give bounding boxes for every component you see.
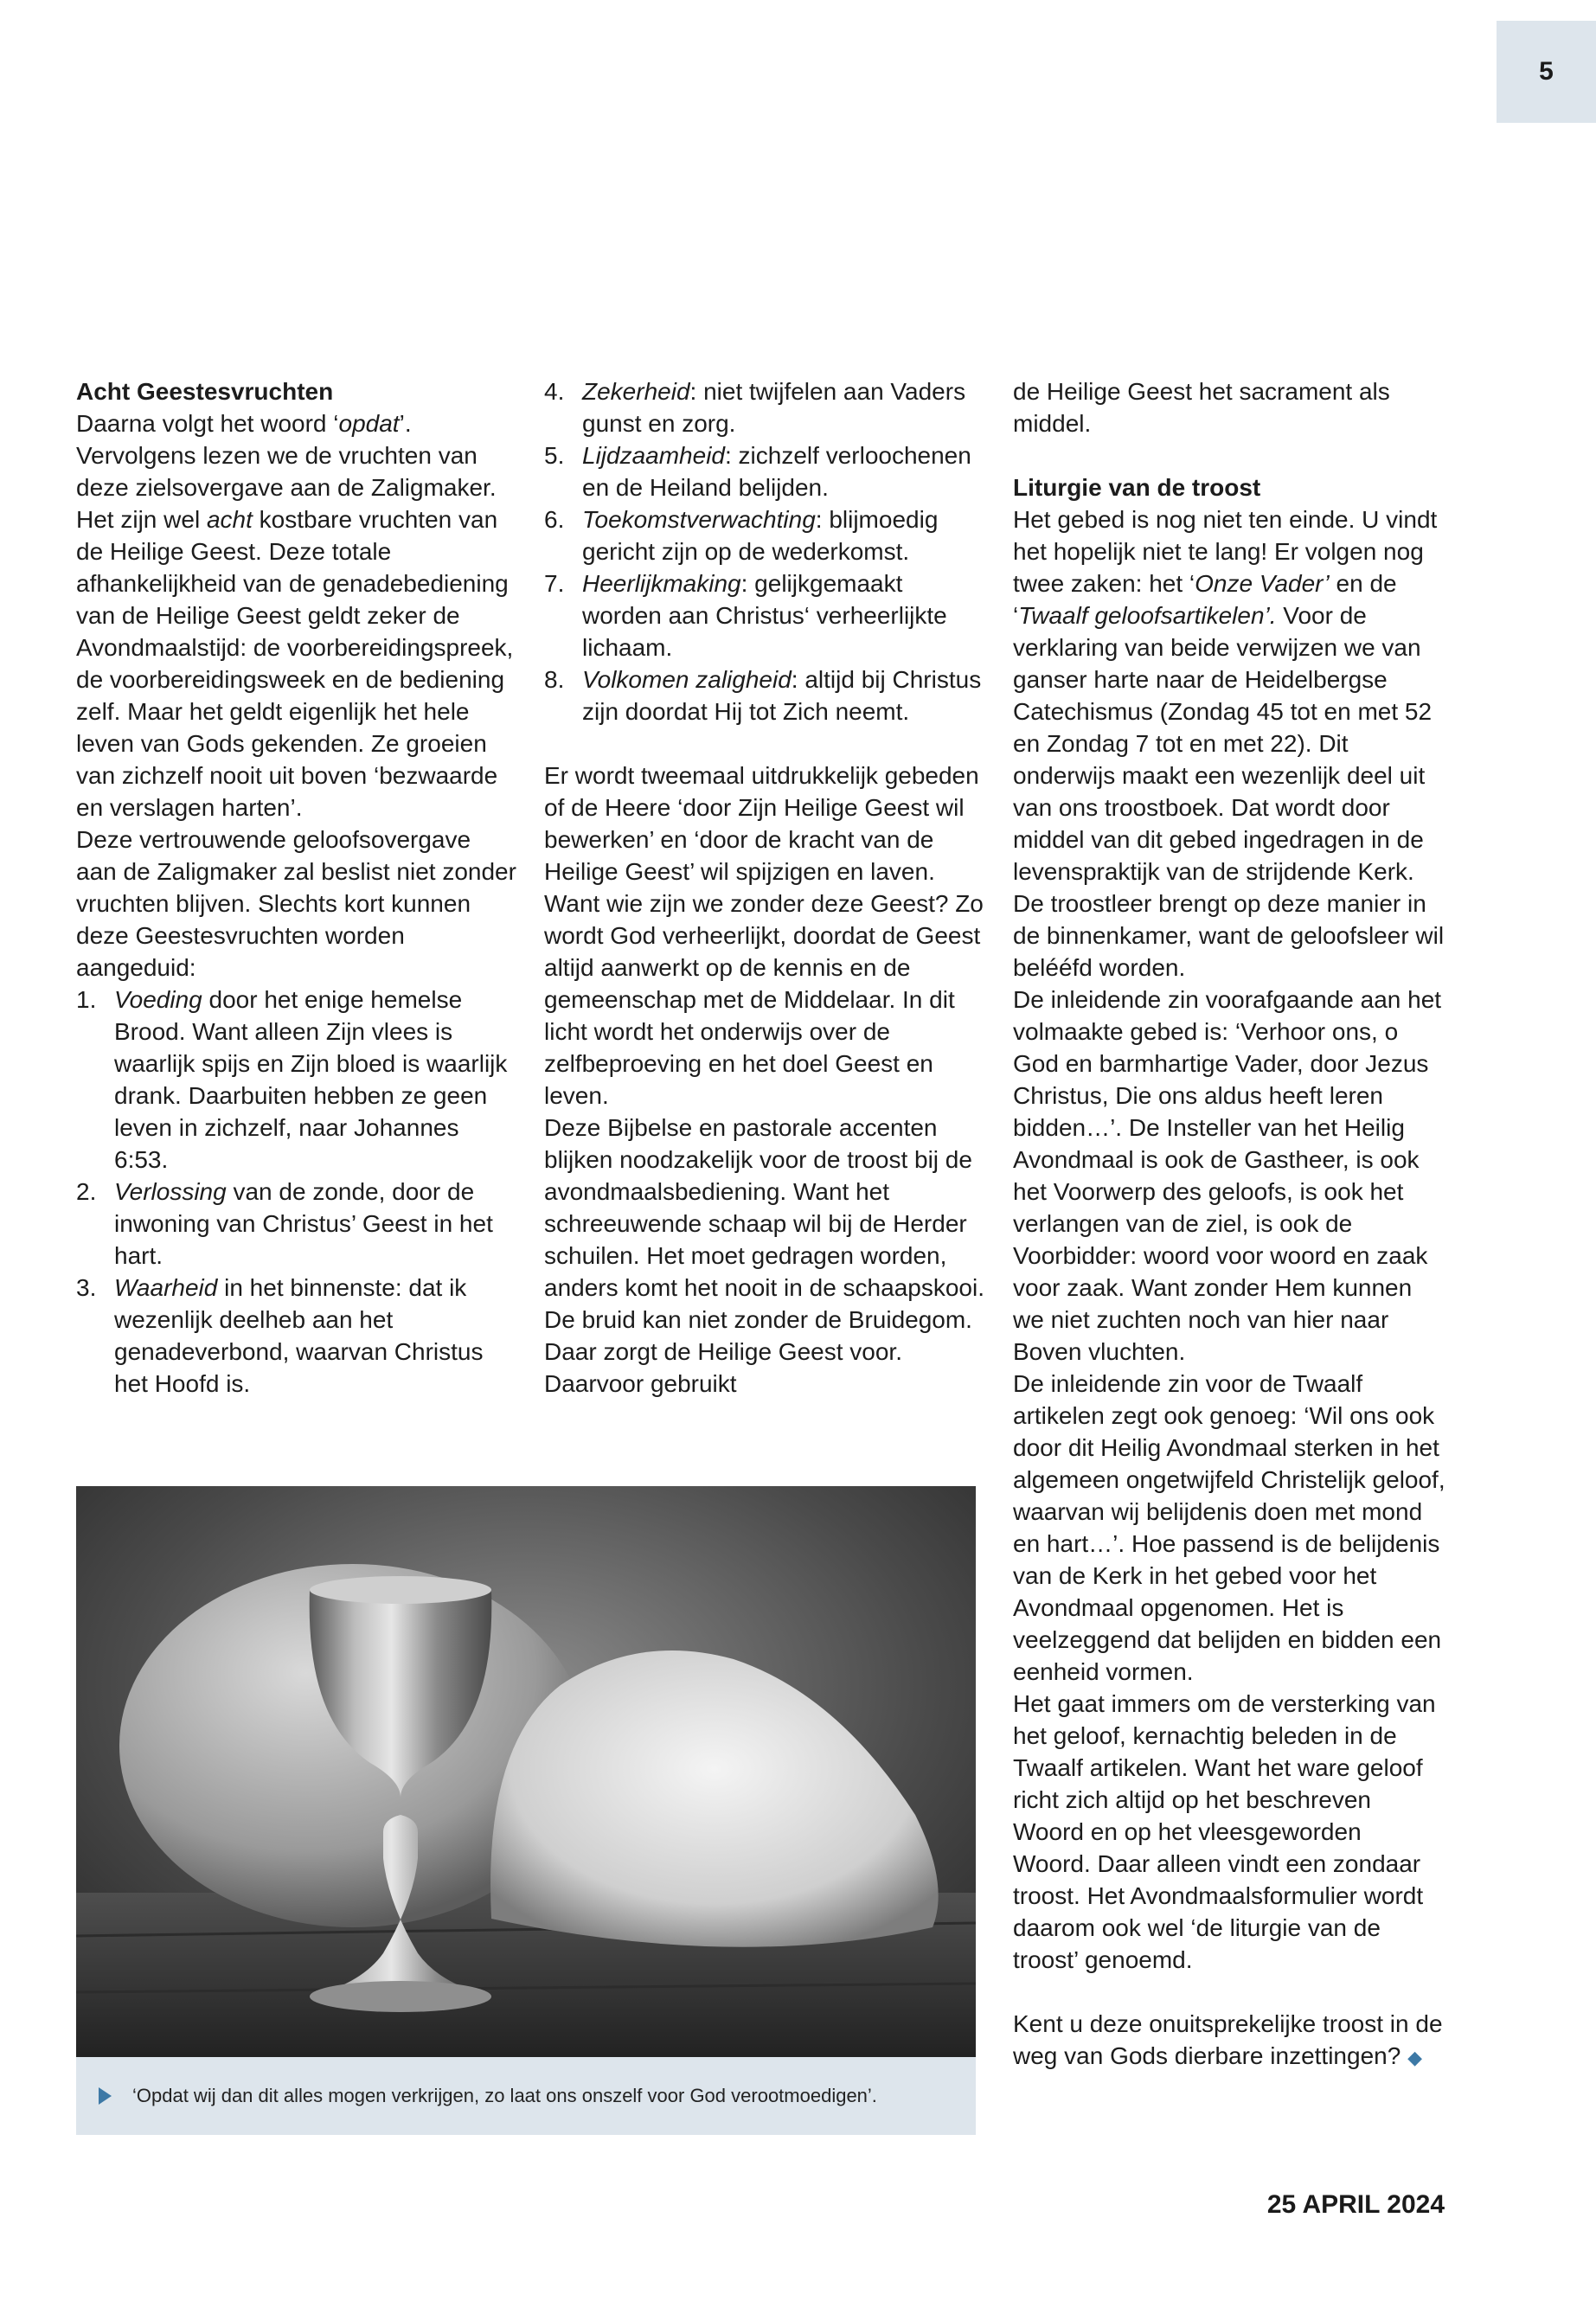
caption-text: ‘Opdat wij dan dit alles mogen verkrijgen, zo laat ons onszelf voor God verootmoedigen’. — [132, 2085, 877, 2106]
list-item: 1. Voeding door het enige hemelse Brood. Want alleen Zijn vlees is waarlijk spijs en Zijn bloed is waarlijk drank. Daarbuiten hebben ze geen leven in zichzelf, naar Johannes 6:53. — [76, 986, 508, 1173]
paragraph-geloofsovergave: Deze vertrouwende geloofsovergave aan de Zaligmaker zal beslist niet zonder vruchten blijven. Slechts kort kunnen deze Geestesvruchten worden aangeduid: — [76, 826, 516, 981]
paragraph-versterking: Het gaat immers om de versterking van het geloof, kernachtig beleden in de Twaalf artikelen. Want het ware geloof richt zich altijd op het beschreven Woord en op het vleesgeworden Woord. Daar alleen vindt een zondaar troost. Het Avondmaalsformulier wordt daarom ook wel ‘de liturgie van de troost’ genoemd. — [1013, 1690, 1436, 1973]
diamond-icon: ◆ — [1407, 2047, 1422, 2068]
column-1 — [76, 375, 517, 1400]
list-item: 8. Volkomen zaligheid: altijd bij Christus zijn doordat Hij tot Zich neemt. — [544, 666, 982, 725]
paragraph-inleidende-zin: De inleidende zin voorafgaande aan het volmaakte gebed is: ‘Verhoor ons, o God en barmhartige Vader, door Jezus Christus, Die ons aldus heeft leren bidden…’. De Insteller van het Heilig Avondmaal is ook de Gastheer, is ook het Voorwerp des geloofs, is ook het verlangen van de ziel, is ook de Voorbidder: woord voor woord en zaak voor zaak. Want zonder Hem kunnen we niet zuchten noch van hier naar Boven vluchten. — [1013, 986, 1442, 1365]
paragraph-intro: Daarna volgt het woord ‘opdat’. Vervolgens lezen we de vruchten van deze zielsovergave aan de Zaligmaker. Het zijn wel acht kostbare vruchten van de Heilige Geest. Deze totale afhankelijkheid van de genadebediening van de Heilige Geest geldt zeker de Avondmaalstijd: de voorbereidingspreek, de voorbereidingsweek en de bediening zelf. Maar het geldt eigenlijk het hele leven van Gods gekenden. Ze groeien van zichzelf nooit uit boven ‘bezwaarde en verslagen harten’. — [76, 410, 514, 821]
page-number-tab — [1497, 21, 1596, 123]
paragraph-twaalf-artikelen: De inleidende zin voor de Twaalf artikelen zegt ook genoeg: ‘Wil ons ook door dit Heilig Avondmaal sterken in het algemeen ongetwijfeld Christelijk geloof, waarvan wij belijdenis doen met mond en hart…’. Hoe passend is de belijdenis van de Kerk in het gebed voor het Avondmaal opgenomen. Het is veelzeggend dat belijden en bidden een eenheid vormen. — [1013, 1370, 1445, 1685]
list-item: 5. Lijdzaamheid: zichzelf verloochenen en de Heiland belijden. — [544, 442, 971, 501]
paragraph-continuation: de Heilige Geest het sacrament als middel. — [1013, 378, 1390, 437]
section-heading-geestesvruchten: Acht Geestesvruchten — [76, 378, 334, 405]
page-number: 5 — [1539, 57, 1554, 86]
paragraph-closing: Kent u deze onuitsprekelijke troost in de weg van Gods dierbare inzettingen? ◆ — [1013, 2010, 1443, 2069]
issue-date: 25 APRIL 2024 — [1266, 2190, 1445, 2219]
paragraph-heilige-geest: Er wordt tweemaal uitdrukkelijk gebeden of de Heere ‘door Zijn Heilige Geest wil bewerken’ en ‘door de kracht van de Heilige Geest’ wil spijzigen en laven. Want wie zijn we zonder deze Geest? Zo wordt God verheerlijkt, doordat de Geest altijd aanwerkt op de kennis en de gemeenschap met de Middelaar. In dit licht wordt het onderwijs over de zelfbeproeving en het doel Geest en leven. — [544, 762, 984, 1109]
column-2 — [544, 375, 985, 1400]
fruits-list-part2 — [544, 375, 985, 727]
photo-caption — [76, 2057, 976, 2135]
photo-chalice-bread — [76, 1486, 976, 2057]
column-3 — [1013, 375, 1445, 2073]
list-item: 4. Zekerheid: niet twijfelen aan Vaders gunst en zorg. — [544, 378, 966, 437]
list-item: 2. Verlossing van de zonde, door de inwoning van Christus’ Geest in het hart. — [76, 1178, 493, 1269]
paragraph-gebed: Het gebed is nog niet ten einde. U vindt het hopelijk niet te lang! Er volgen nog twee zaken: het ‘Onze Vader’ en de ‘Twaalf geloofsartikelen’. Voor de verklaring van beide verwijzen we van ganser harte naar de Heidelbergse Catechismus (Zondag 45 tot en met 52 en Zondag 7 tot en met 22). Dit onderwijs maakt een wezenlijk deel uit van ons troostboek. Dat wordt door middel van dit gebed ingedragen in de levenspraktijk van de strijdende Kerk. De troostleer brengt op deze manier in de binnenkamer, want de geloofsleer wil belééfd worden. — [1013, 506, 1445, 981]
list-item: 6. Toekomstverwachting: blijmoedig gericht zijn op de wederkomst. — [544, 506, 939, 565]
list-item: 3. Waarheid in het binnenste: dat ik wezenlijk deelheb aan het genadeverbond, waarvan Christus het Hoofd is. — [76, 1274, 484, 1397]
fruits-list-part1 — [76, 984, 517, 1400]
chalice-bread-illustration — [76, 1486, 976, 2057]
list-item: 7. Heerlijkmaking: gelijkgemaakt worden aan Christus‘ verheerlijkte lichaam. — [544, 570, 947, 661]
paragraph-pastorale-accenten: Deze Bijbelse en pastorale accenten blijken noodzakelijk voor de troost bij de avondmaalsbediening. Want het schreeuwende schaap wil bij de Herder schuilen. Het moet gedragen worden, anders komt het nooit in de schaapskooi. De bruid kan niet zonder de Bruidegom. Daar zorgt de Heilige Geest voor. Daarvoor gebruikt — [544, 1114, 984, 1397]
section-heading-liturgie: Liturgie van de troost — [1013, 474, 1261, 501]
triangle-right-icon — [99, 2087, 112, 2105]
